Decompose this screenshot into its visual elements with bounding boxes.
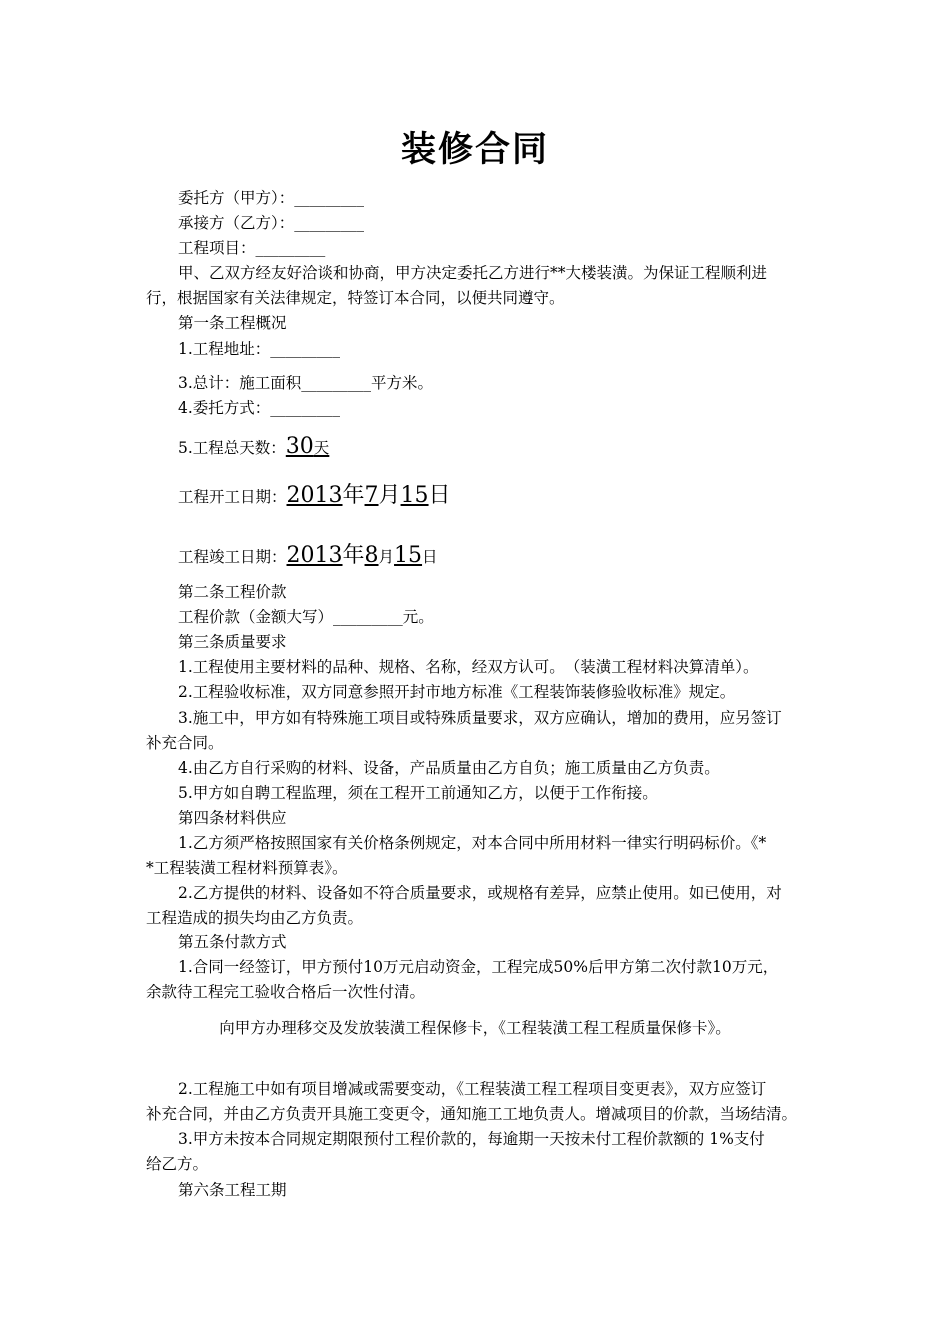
start-date-line: 工程开工日期：2013年7月15日 [178, 483, 451, 508]
section-5-heading: 第五条付款方式 [178, 933, 287, 951]
supply-line-2b: 工程造成的损失均由乙方负责。 [146, 909, 364, 927]
project-line: 工程项目：_________ [178, 239, 326, 257]
method-line: 4.委托方式：_________ [178, 399, 341, 417]
payment-line-2b: 补充合同，并由乙方负责开具施工变更令，通知施工工地负责人。增减项目的价款，当场结清。 [146, 1105, 798, 1123]
end-day: 15 [394, 543, 423, 568]
price-line: 工程价款（金额大写）_________元。 [178, 608, 434, 626]
contractor-line: 承接方（乙方）：_________ [178, 214, 365, 232]
payment-line-3b: 给乙方。 [146, 1155, 209, 1173]
payment-line-1a: 1.合同一经签订，甲方预付10万元启动资金，工程完成50%后甲方第二次付款10万元， [178, 958, 779, 976]
total-days-value: 30天 [285, 434, 330, 459]
address-line: 1.工程地址：_________ [178, 340, 341, 358]
supply-line-2a: 2.乙方提供的材料、设备如不符合质量要求，或规格有差异，应禁止使用。如已使用，对 [178, 884, 782, 902]
area-line: 3.总计：施工面积_________平方米。 [178, 374, 434, 392]
end-year: 2013 [286, 543, 343, 568]
quality-line-3b: 补充合同。 [146, 734, 224, 752]
section-1-heading: 第一条工程概况 [178, 314, 287, 332]
start-month: 7 [364, 483, 379, 508]
quality-line-5: 5.甲方如自聘工程监理，须在工程开工前通知乙方，以便于工作衔接。 [178, 784, 658, 802]
quality-line-1: 1.工程使用主要材料的品种、规格、名称，经双方认可。 （装潢工程材料决算清单）。 [178, 658, 759, 676]
warranty-line: 向甲方办理移交及发放装潢工程保修卡，《工程装潢工程工程质量保修卡》。 [219, 1019, 731, 1037]
end-month: 8 [364, 543, 379, 568]
intro-line-1: 甲、乙双方经友好洽谈和协商，甲方决定委托乙方进行**大楼装潢。为保证工程顺利进 [178, 264, 768, 282]
supply-line-1a: 1.乙方须严格按照国家有关价格条例规定，对本合同中所用材料一律实行明码标价。《* [178, 834, 767, 852]
section-3-heading: 第三条质量要求 [178, 633, 287, 651]
quality-line-4: 4.由乙方自行采购的材料、设备，产品质量由乙方自负；施工质量由乙方负责。 [178, 759, 720, 777]
total-days-label: 5.工程总天数： [178, 439, 286, 457]
quality-line-3a: 3.施工中，甲方如有特殊施工项目或特殊质量要求，双方应确认，增加的费用，应另签订 [178, 709, 782, 727]
payment-line-2a: 2.工程施工中如有项目增减或需要变动，《工程装潢工程工程项目变更表》，双方应签订 [178, 1080, 767, 1098]
document-title: 装修合同 [400, 130, 549, 170]
client-line: 委托方（甲方）：_________ [178, 189, 365, 207]
section-6-heading: 第六条工程工期 [178, 1181, 287, 1199]
start-day: 15 [400, 483, 429, 508]
section-4-heading: 第四条材料供应 [178, 809, 287, 827]
total-days-line [178, 432, 329, 463]
supply-line-1b: *工程装潢工程材料预算表》。 [146, 859, 348, 877]
intro-line-2: 行，根据国家有关法律规定，特签订本合同，以便共同遵守。 [146, 289, 565, 307]
start-date-label: 工程开工日期： [178, 488, 287, 506]
end-date-line: 工程竣工日期：2013年8月15日 [178, 543, 438, 568]
section-2-heading: 第二条工程价款 [178, 583, 287, 601]
payment-line-1b: 余款待工程完工验收合格后一次性付清。 [146, 983, 426, 1001]
quality-line-2: 2.工程验收标准，双方同意参照开封市地方标准《工程装饰装修验收标准》规定。 [178, 683, 736, 701]
payment-line-3a: 3.甲方未按本合同规定期限预付工程价款的，每逾期一天按未付工程价款额的 1%支付 [178, 1130, 765, 1148]
start-year: 2013 [286, 483, 343, 508]
end-date-label: 工程竣工日期： [178, 548, 287, 566]
